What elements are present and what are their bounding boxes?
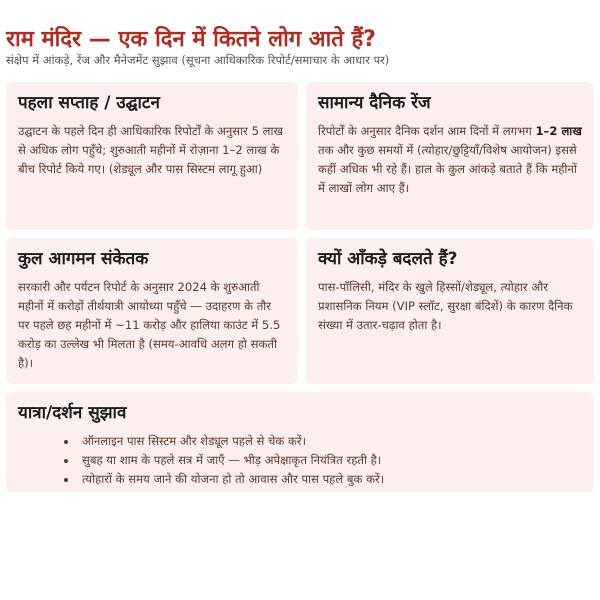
card-why-vary-heading: क्यों आँकड़े बदलते हैं? <box>318 249 458 269</box>
card-first-week-heading: पहला सप्ताह / उद्घाटन <box>18 93 160 113</box>
tip-item: • सुबह या शाम के पहले सत्र में जाएँ — भीड़ अपेक्षाकृत नियंत्रित रहती है। <box>78 451 582 470</box>
card-daily-range-body-start: रिपोर्टों के अनुसार दैनिक दर्शन आम दिनों में लगभग <box>318 124 536 138</box>
tip-item: • ऑनलाइन पास सिस्टम और शेड्यूल पहले से चेक करें। <box>78 432 582 451</box>
card-travel-tips-heading: यात्रा/दर्शन सुझाव <box>18 403 127 423</box>
card-daily-range-heading: सामान्य दैनिक रेंज <box>318 93 431 113</box>
page-subtitle: संक्षेप में आंकड़े, रेंज और मैनेजमेंट सुझाव (सूचना आधिकारिक रिपोर्ट/समाचार के आधार पर) <box>6 53 390 67</box>
card-why-vary <box>306 238 594 384</box>
card-why-vary-body: पास-पॉलिसी, मंदिर के खुले हिस्सों/शेड्यूल, त्योहार और प्रशासनिक नियम (VIP स्लॉट, सुरक्षा बंदिशें) के कारण दैनिक संख्या में उतार-चढ़ाव होता है। <box>318 280 573 332</box>
card-first-week <box>6 82 298 230</box>
tips-list <box>18 432 582 489</box>
tip-item: • त्योहारों के समय जाने की योजना हो तो आवास और पास पहले बुक करें। <box>78 470 582 489</box>
card-daily-range-body <box>318 122 582 198</box>
card-daily-range-body-end: तक और कुछ समयों में (त्योहार/छुट्टियाँ/विशेष आयोजन) इससे कहीं अधिक भी रहे हैं। हाल के कुल आंकड़े बताते हैं कि महीनों में लाखों लोग आए हैं। <box>318 143 577 195</box>
card-total-arrivals-body: सरकारी और पर्यटन रिपोर्ट के अनुसार 2024 के शुरुआती महीनों में करोड़ों तीर्थयात्री आयोध्या पहुँचे — उदाहरण के तौर पर पहले छह महीनों में ~11 करोड़ और हालिया काउंट में 5.5 करोड़ का उल्लेख भी मिलता है (समय-आवधि अलग हो सकती है)। <box>18 280 281 370</box>
page-title: राम मंदिर — एक दिन में कितने लोग आते हैं? <box>6 27 376 52</box>
card-first-week-body: उद्घाटन के पहले दिन ही आधिकारिक रिपोर्टों के अनुसार 5 लाख से अधिक लोग पहुँचे; शुरुआती महीनों में रोज़ाना 1–2 लाख के बीच रिपोर्ट किये गए। (शेड्यूल और पास सिस्टम लागू हुआ) <box>18 124 283 176</box>
card-travel-tips <box>6 392 594 492</box>
card-daily-range-highlight: 1–2 लाख <box>535 124 582 138</box>
card-total-arrivals-heading: कुल आगमन संकेतक <box>18 249 149 269</box>
card-total-arrivals <box>6 238 298 384</box>
card-daily-range <box>306 82 594 230</box>
